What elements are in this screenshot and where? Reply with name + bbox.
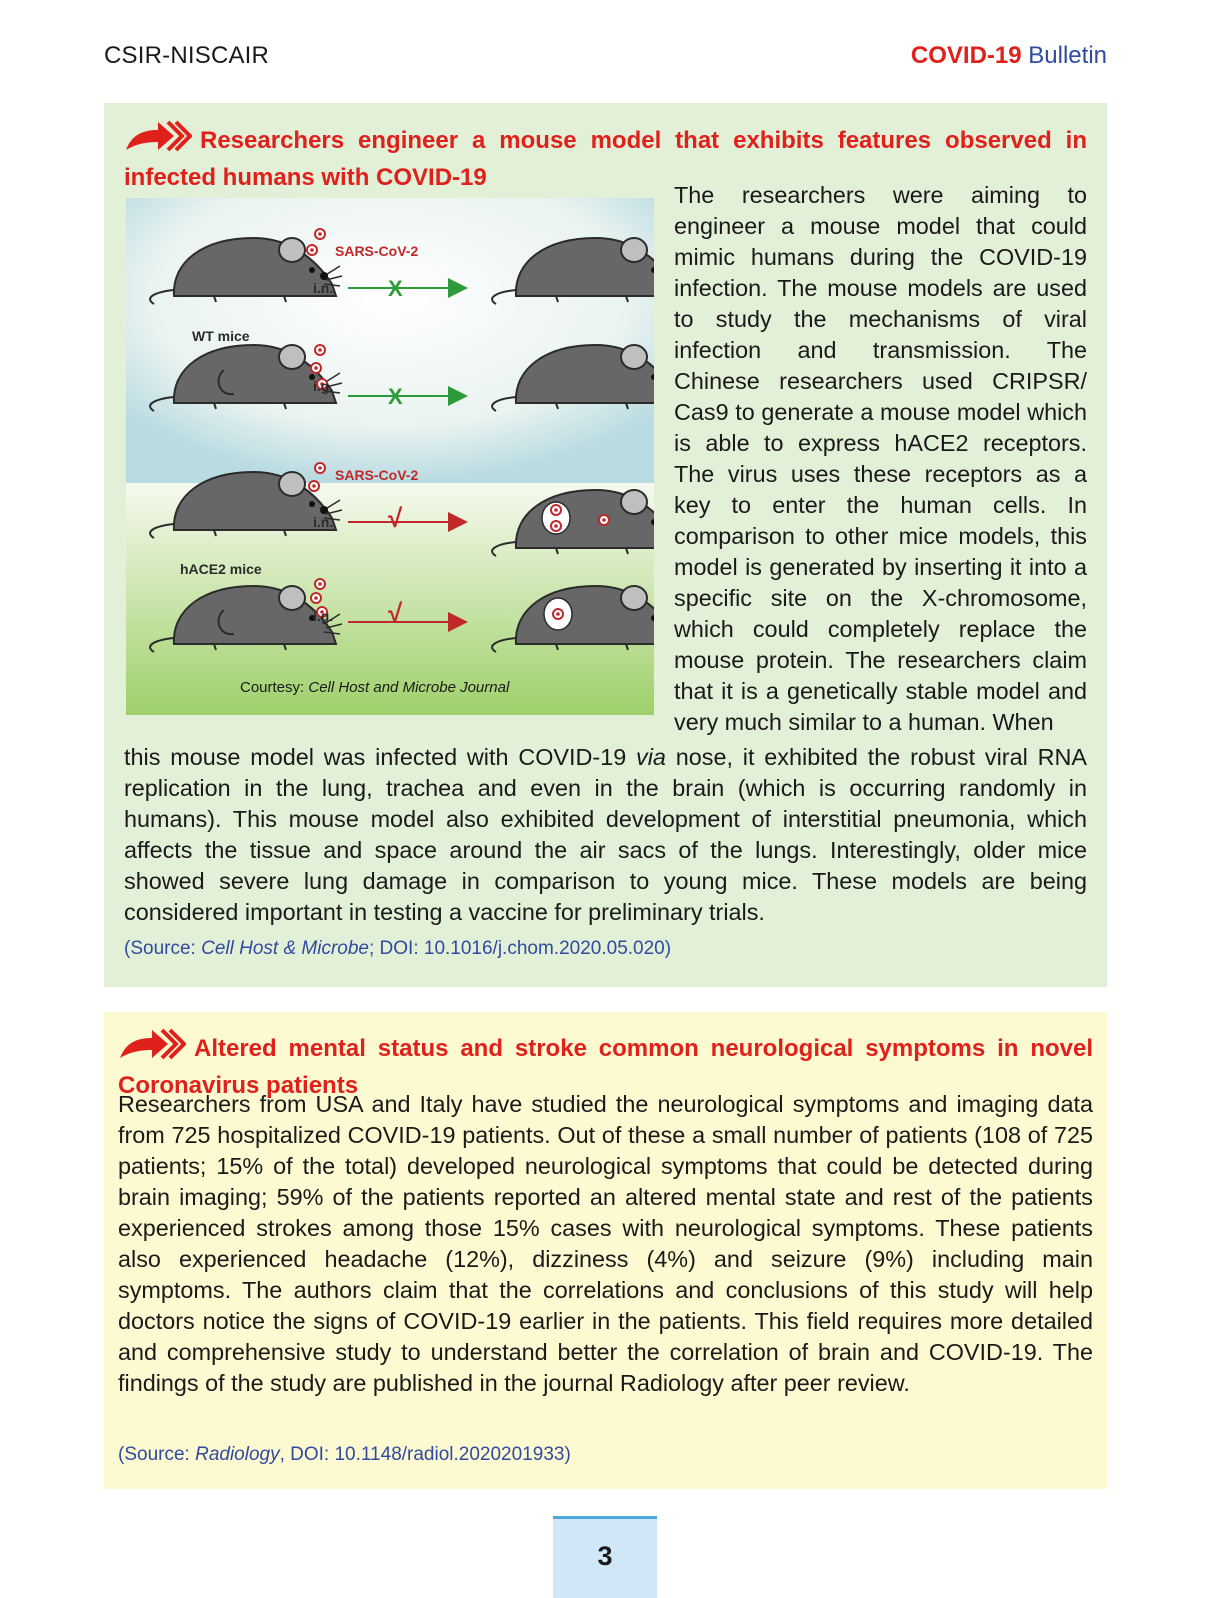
label-route-in-bottom: i.n. <box>313 514 334 530</box>
source-prefix: (Source: <box>124 938 202 959</box>
article-title-text: Researchers engineer a mouse model that exhibits features observed in infected humans with COVID-19 <box>124 127 1087 191</box>
mark-yes-2: √ <box>388 598 403 628</box>
article-title-text: Altered mental status and stroke common neurological symptoms in novel Coronavirus patients <box>118 1035 1093 1099</box>
article-neurological-symptoms <box>104 1012 1107 1489</box>
source-journal: Cell Host & Microbe <box>201 938 369 959</box>
publisher-name: CSIR-NISCAIR <box>104 42 270 69</box>
page-number: 3 <box>597 1541 613 1571</box>
double-arrow-icon <box>124 118 192 162</box>
label-hace2-mice: hACE2 mice <box>180 561 262 577</box>
courtesy-journal: Cell Host and Microbe Journal <box>308 679 510 696</box>
source-journal: Radiology <box>195 1444 280 1465</box>
mark-no-2: X <box>388 384 403 409</box>
mark-no-1: X <box>388 276 403 301</box>
source-suffix: , DOI: 10.1148/radiol.2020201933) <box>279 1444 571 1465</box>
double-arrow-icon <box>118 1026 186 1070</box>
label-route-ig-top: i.g. <box>313 378 334 394</box>
source-suffix: ; DOI: 10.1016/j.chom.2020.05.020) <box>368 938 672 959</box>
body-full-pre: this mouse model was infected with COVID-19 <box>124 744 637 770</box>
mark-yes-1: √ <box>388 503 403 533</box>
label-route-in-top: i.n. <box>313 280 334 296</box>
article-body: Researchers from USA and Italy have studied the neurological symptoms and imaging data from 725 hospitalized COVID-19 patients. Out of these a small number of patients (108 of 725 patients; 15% of the total) developed neurological symptoms that could be detected during brain imaging; 59% of the patients reported an altered mental state and rest of the patients experienced strokes among those 15% cases with neurological symptoms. These patients also experienced headache (12%), dizziness (4%) and seizure (9%) including main symptoms. The authors claim that the correlations and conclusions of this study will help doctors notice the signs of COVID-19 earlier in the patients. This field requires more detailed and comprehensive study to understand better the correlation of brain and COVID-19. The findings of the study are published in the journal Radiology after peer review. <box>118 1091 1093 1396</box>
article-body-full <box>124 742 1087 928</box>
article-body-side: The researchers were aiming to engineer a mouse model that could mimic humans during the COVID-19 infection. The mouse models are used to study the mechanisms of viral infection and transmission. The Chinese researchers used CRIPSR/ Cas9 to generate a mouse model which is able to express hACE2 receptors. The virus uses these receptors as a key to enter the human cells. In comparison to other mice models, this model is generated by inserting it into a specific site on the X-chromosome, which could completely replace the mouse protein. The researchers claim that it is a genetically stable model and very much similar to a human. When <box>674 182 1087 735</box>
figure-courtesy <box>240 679 509 696</box>
article-source <box>118 1444 571 1466</box>
body-full-post: nose, it exhibited the robust viral RNA replication in the lung, trachea and even in the brain (which is occurring randomly in humans). This mouse model also exhibited development of interstitial pneumonia, which affects the tissue and space around the air sacs of the lungs. Interestingly, older mice showed severe lung damage in comparison to young mice. These models are being considered important in testing a vaccine for preliminary trials. <box>124 744 1087 925</box>
mouse-infection-figure <box>126 198 654 715</box>
body-full-via: via <box>636 744 666 770</box>
label-wt-mice: WT mice <box>192 328 250 344</box>
bulletin-title <box>911 42 1107 70</box>
source-prefix: (Source: <box>118 1444 196 1465</box>
bulletin-word: Bulletin <box>1028 42 1107 69</box>
page-number-box <box>553 1516 657 1598</box>
article-source <box>124 938 671 960</box>
courtesy-prefix: Courtesy: <box>240 679 309 696</box>
label-sars-cov-2-bottom: SARS-CoV-2 <box>335 467 419 483</box>
article-mouse-model <box>104 103 1107 987</box>
label-sars-cov-2-top: SARS-CoV-2 <box>335 243 419 259</box>
bulletin-brand: COVID-19 <box>910 42 1022 69</box>
label-route-ig-bottom: i.g. <box>313 608 334 624</box>
